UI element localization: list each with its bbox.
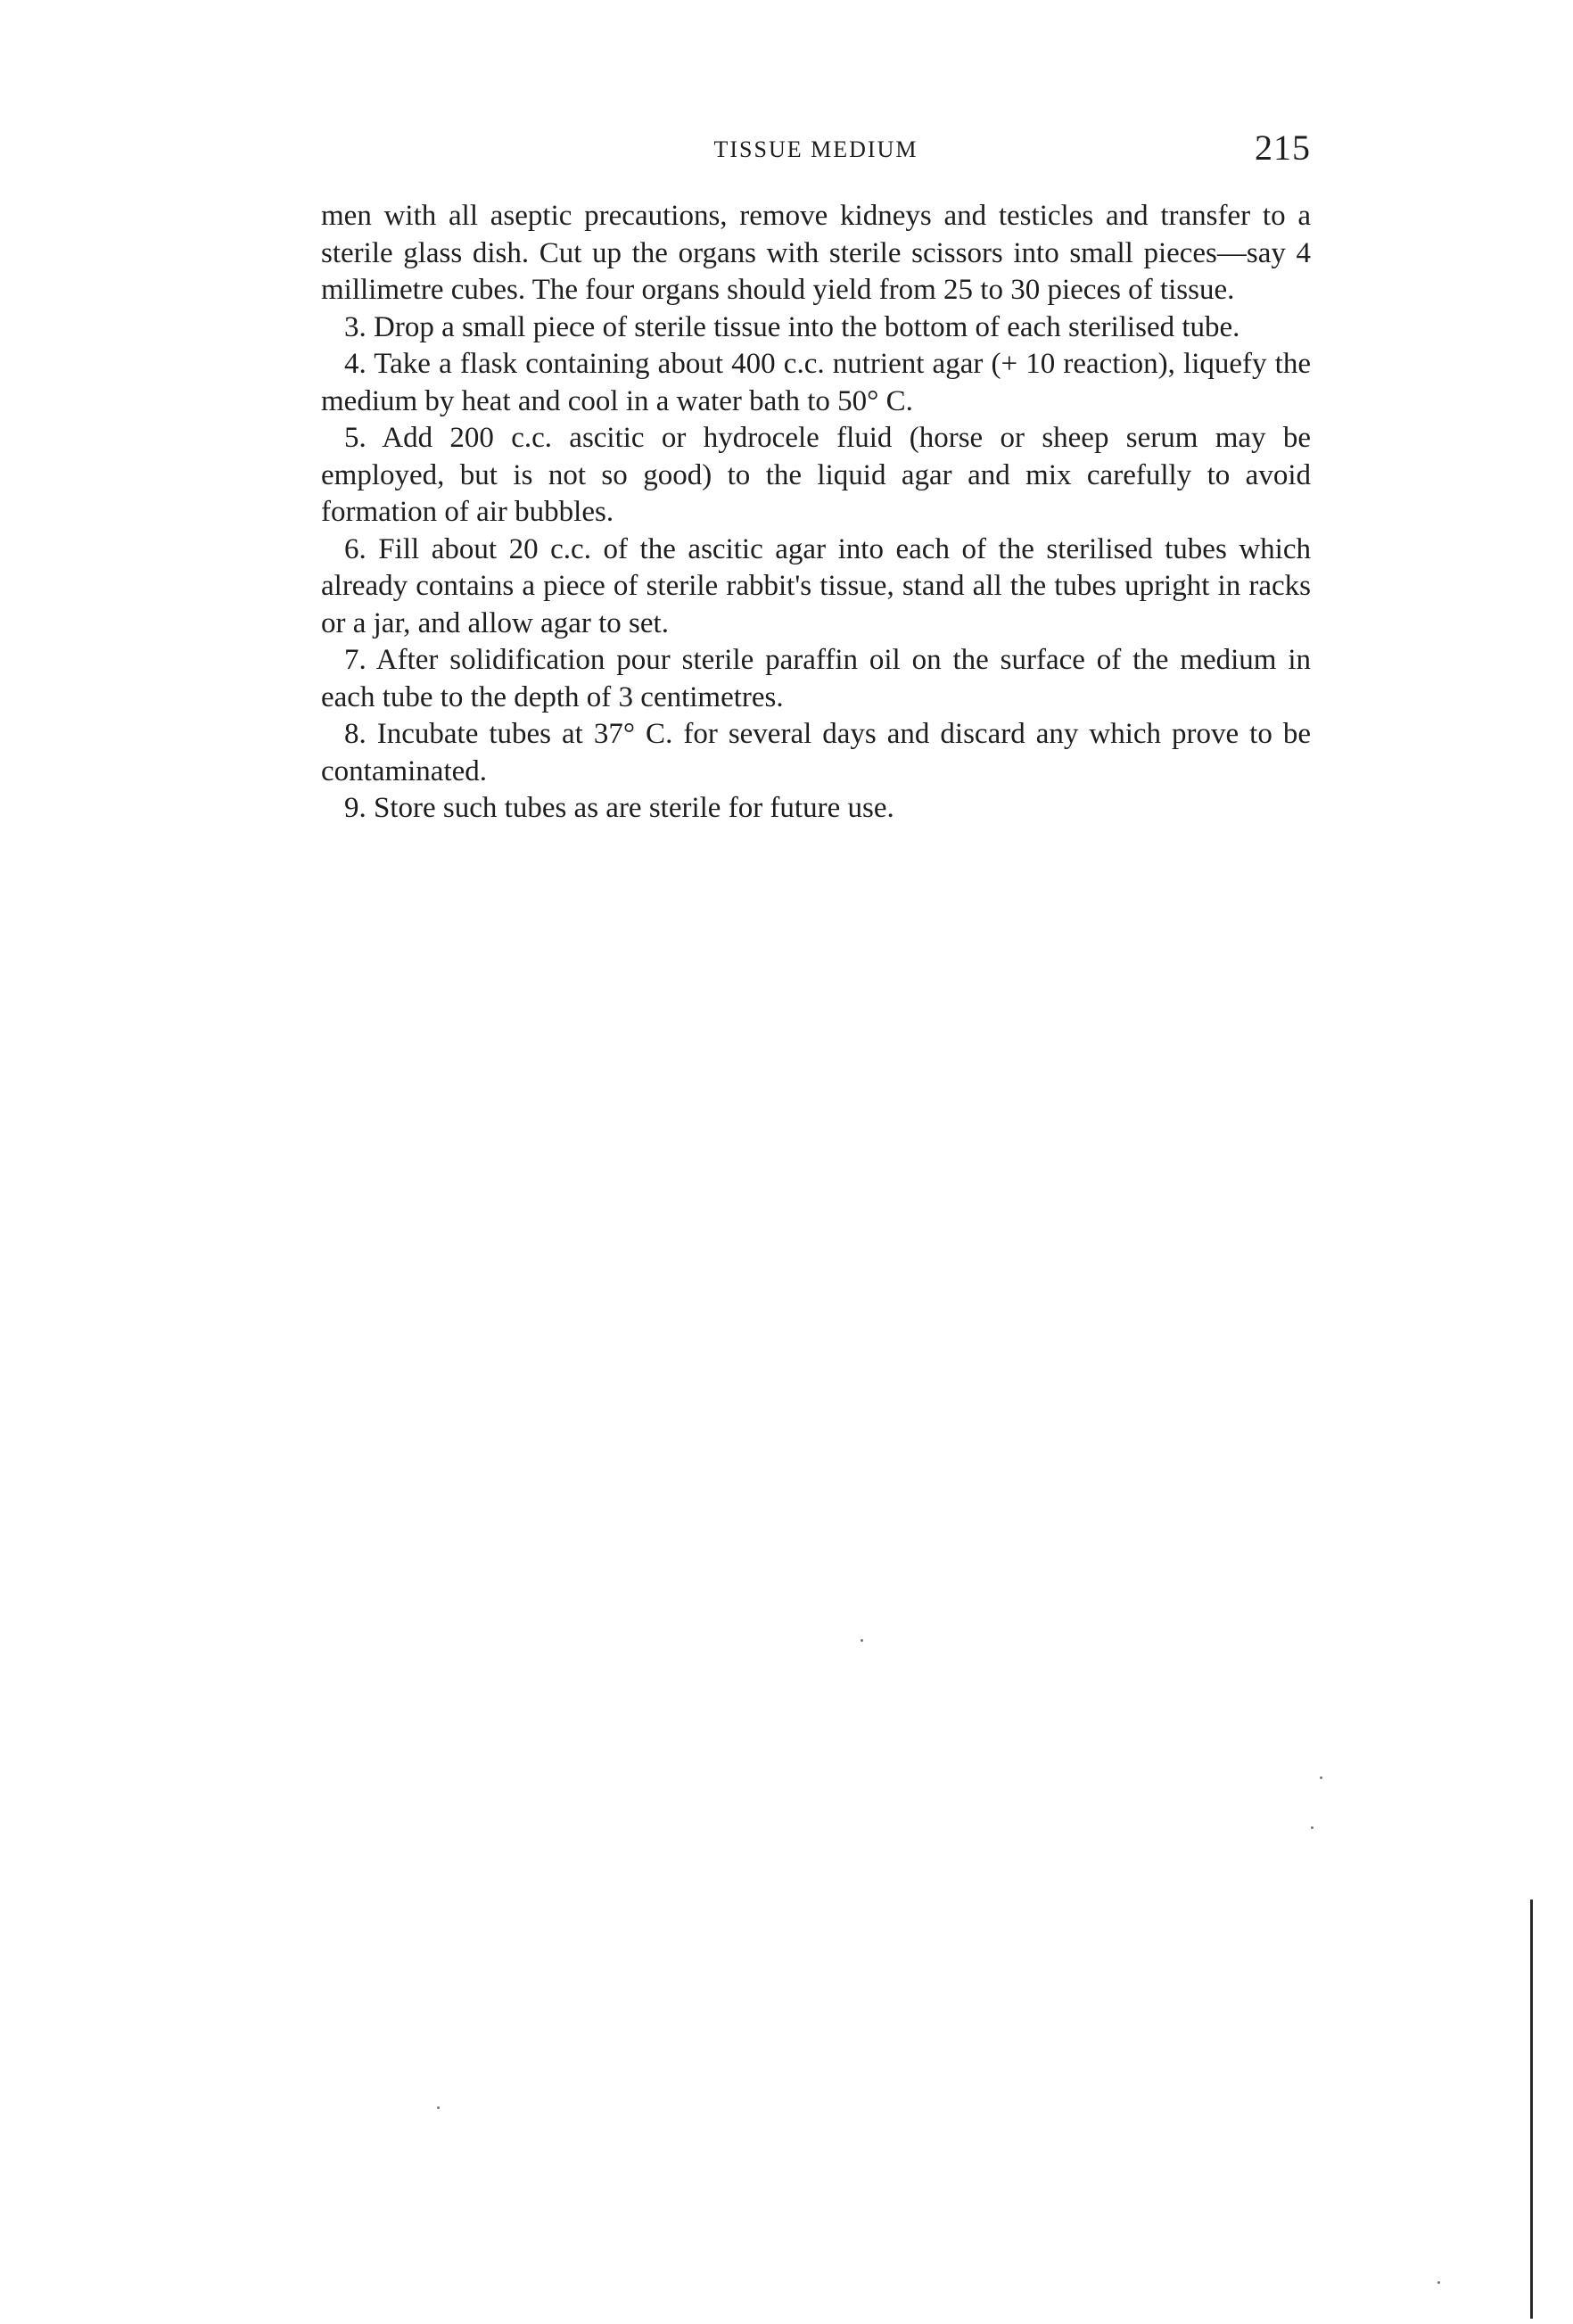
scan-speck	[1311, 1826, 1314, 1829]
page-number: 215	[1255, 128, 1311, 168]
scan-speck	[1320, 1776, 1322, 1779]
scan-speck	[861, 1639, 863, 1642]
scan-speck	[1437, 2281, 1440, 2284]
step-6-paragraph: 6. Fill about 20 c.c. of the ascitic agar into each of the sterilised tubes which already contains a piece of sterile rabbit's tissue, stand all the tubes upright in racks or a jar, and allow agar to set.	[321, 532, 1311, 639]
step-5-paragraph: 5. Add 200 c.c. ascitic or hydrocele fluid (horse or sheep serum may be employed, but is not so good) to the liquid agar and mix carefully to avoid formation of air bubbles.	[321, 422, 1311, 528]
step-9-paragraph: 9. Store such tubes as are sterile for future use.	[344, 792, 894, 824]
running-title: TISSUE MEDIUM	[713, 136, 918, 162]
step-7-paragraph: 7. After solidification pour sterile paraffin oil on the surface of the medium in each tube to the depth of 3 centimetres.	[321, 644, 1311, 713]
body-text	[321, 198, 1311, 828]
step-3-paragraph: 3. Drop a small piece of sterile tissue into the bottom of each sterilised tube.	[344, 310, 1240, 343]
scan-edge-line	[1530, 1900, 1533, 2319]
paragraph-continuation: men with all aseptic precautions, remove kidneys and testicles and transfer to a sterile glass dish. Cut up the organs with sterile scissors into small pieces—say 4 millimetre cubes. The four organs should yield from 25 to 30 pieces of tissue.	[321, 200, 1311, 306]
step-8-paragraph: 8. Incubate tubes at 37° C. for several days and discard any which prove to be contaminated.	[321, 718, 1311, 787]
running-head	[321, 130, 1311, 169]
scan-speck	[437, 2106, 440, 2109]
step-4-paragraph: 4. Take a flask containing about 400 c.c. nutrient agar (+ 10 reaction), liquefy the medium by heat and cool in a water bath to 50° C.	[321, 348, 1311, 417]
